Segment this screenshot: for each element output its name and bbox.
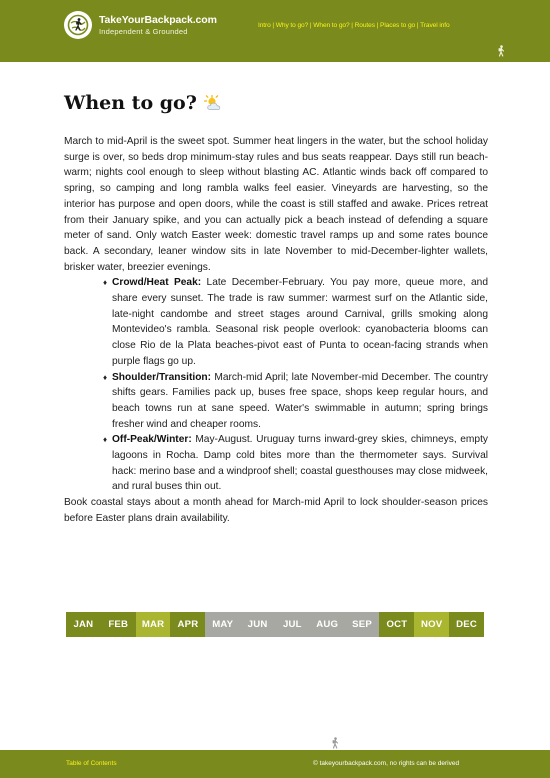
nav-separator: | <box>349 22 353 29</box>
brand-name: TakeYourBackpack.com <box>99 14 217 26</box>
intro-paragraph: March to mid-April is the sweet spot. Summer heat lingers in the water, but the school holiday surge is over, so beds drop minimum-stay rules and bus seats reappear. Days still run beach-warm; nights cool enough to sleep without blasting AC. Atlantic winds back off compared to spring, so camping and long rambla walks feel easier. Vineyards are harvesting, so the interior has purpose and open doors, while the coast is still staffed and awake. Prices retreat from their January spike, and you can actually pick a beach instead of defending a square meter of sand. Only watch Easter week: domestic travel ramps up and some rates bounce back. A secondary, leaner window sits in late November to mid-December-lighter wallets, brisker water, breezier evenings. <box>64 136 488 273</box>
nav-separator: | <box>415 22 419 29</box>
footer-band <box>0 750 550 778</box>
month-bar <box>66 612 484 637</box>
nav-routes[interactable]: Routes <box>354 22 375 29</box>
article-body <box>64 134 488 527</box>
hiker-icon <box>496 45 506 57</box>
month-cell-dec: DEC <box>449 612 484 637</box>
nav-why-to-go[interactable]: Why to go? <box>275 22 309 29</box>
month-cell-mar: MAR <box>136 612 171 637</box>
month-cell-jan: JAN <box>66 612 101 637</box>
page-title-text: When to go? <box>64 92 197 114</box>
globe-hiker-icon <box>64 11 92 39</box>
season-list <box>112 275 488 495</box>
page-title <box>64 92 224 114</box>
nav-separator: | <box>308 22 312 29</box>
month-cell-aug: AUG <box>310 612 345 637</box>
top-nav <box>258 22 450 29</box>
season-description: Late December-February. You pay more, queue more, and share every sunset. The trade is raw summer: warmest surf on the Atlantic side, late-night candombe and street stages around Carnival, grills smoking along Montevideo's rambla. Seasonal risk people overlook: cyanobacteria blooms can close Rio de la Plata beaches-pivot east of Punta to ocean-facing strands when purple flags go up. <box>112 277 488 367</box>
month-cell-sep: SEP <box>345 612 380 637</box>
month-cell-may: MAY <box>205 612 240 637</box>
brand-logo[interactable] <box>64 11 217 39</box>
month-cell-nov: NOV <box>414 612 449 637</box>
nav-separator: | <box>270 22 275 29</box>
list-item <box>112 275 488 369</box>
season-description: March-mid April; late November-mid December. The country shifts gears. Families pack up, buses free space, shops keep regular hours, and beach towns run at sane speed. Water's swimmable in autumn; spring brings fresher wind and cheaper rooms. <box>112 371 488 430</box>
list-item <box>112 370 488 433</box>
month-cell-apr: APR <box>170 612 205 637</box>
table-of-contents-link[interactable]: Table of Contents <box>66 760 117 767</box>
month-cell-jun: JUN <box>240 612 275 637</box>
copyright-notice: © takeyourbackpack.com, no rights can be derived <box>313 760 460 767</box>
season-description: May-August. Uruguay turns inward-grey skies, chimneys, empty lagoons in Rocha. Damp cold bites more than the thermometer says. Survival hack: merino base and a windproof shell; coastal guesthouses may close midweek, and rural buses thin out. <box>112 434 488 493</box>
brand-tagline: Independent & Grounded <box>99 26 188 36</box>
month-cell-oct: OCT <box>379 612 414 637</box>
season-label: Shoulder/Transition: <box>112 371 212 383</box>
season-label: Crowd/Heat Peak: <box>112 277 202 289</box>
closing-paragraph: Book coastal stays about a month ahead for March-mid April to lock shoulder-season prices before Easter plans drain availability. <box>64 497 488 524</box>
sun-behind-cloud-icon <box>204 95 224 111</box>
month-cell-jul: JUL <box>275 612 310 637</box>
nav-travel-info[interactable]: Travel info <box>420 22 450 29</box>
nav-separator: | <box>374 22 379 29</box>
nav-when-to-go[interactable]: When to go? <box>313 22 350 29</box>
list-item <box>112 432 488 495</box>
season-label: Off-Peak/Winter: <box>112 434 192 446</box>
nav-intro[interactable]: Intro <box>258 22 271 29</box>
nav-places-to-go[interactable]: Places to go <box>380 22 416 29</box>
month-cell-feb: FEB <box>101 612 136 637</box>
hiker-icon <box>330 737 340 749</box>
header-band <box>0 0 550 62</box>
